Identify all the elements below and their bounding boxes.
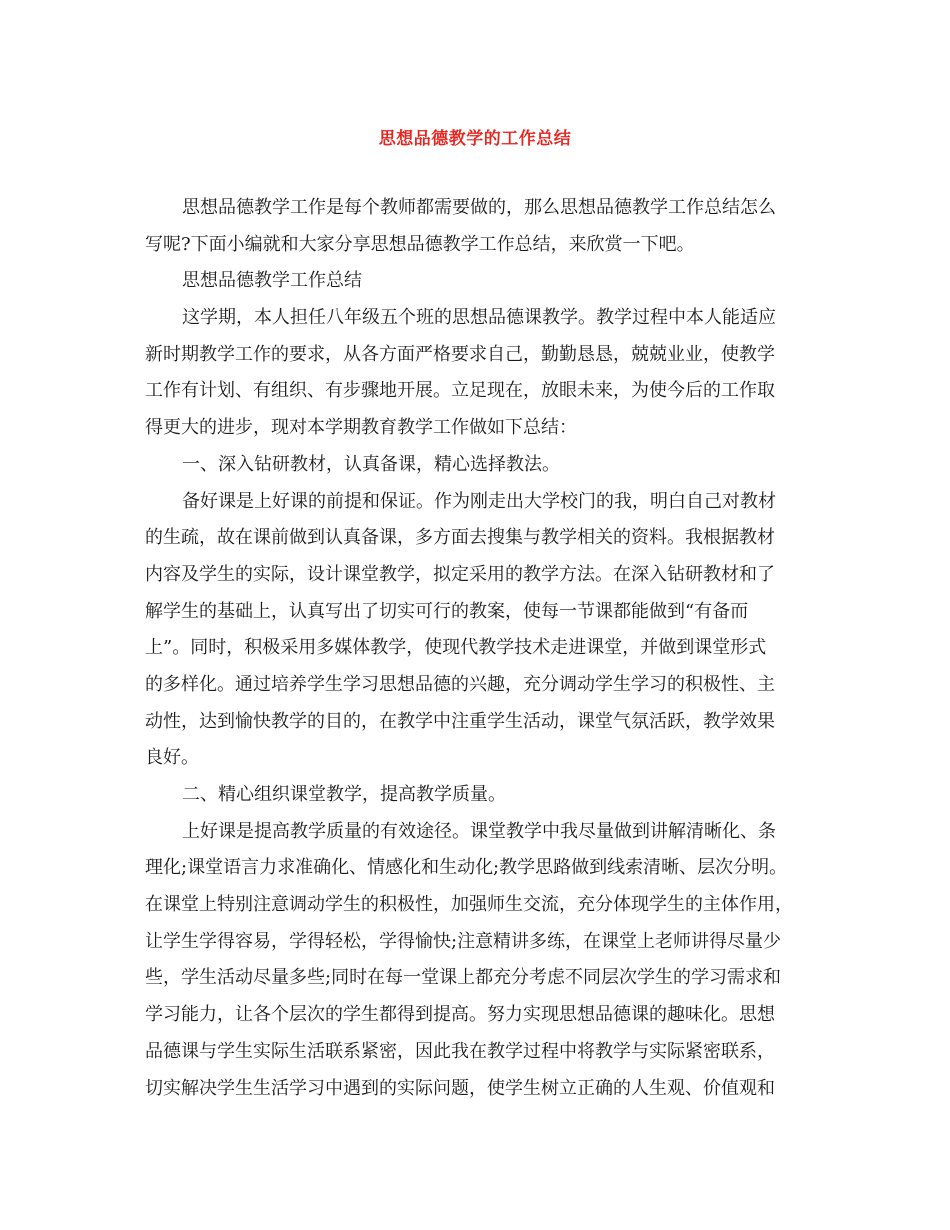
document-title: 思想品德教学的工作总结 xyxy=(378,129,572,149)
body-line: 得更大的进步，现对本学期教育教学工作做如下总结： xyxy=(145,417,577,439)
body-line: 上”。同时，积极采用多媒体教学，使现代教学技术走进课堂，并做到课堂形式 xyxy=(145,637,767,659)
body-line: 上好课是提高教学质量的有效途径。课堂教学中我尽量做到讲解清晰化、条 xyxy=(182,820,776,842)
body-line: 思想品德教学工作总结 xyxy=(182,270,362,292)
document-body xyxy=(145,190,805,1107)
body-line: 备好课是上好课的前提和保证。作为刚走出大学校门的我，明白自己对教材 xyxy=(182,490,776,512)
body-line: 品德课与学生实际生活联系紧密，因此我在教学过程中将教学与实际紧密联系， xyxy=(145,1040,775,1062)
body-line: 的生疏，故在课前做到认真备课，多方面去搜集与教学相关的资料。我根据教材 xyxy=(145,527,775,549)
body-line: 理化;课堂语言力求准确化、情感化和生动化;教学思路做到线索清晰、层次分明。 xyxy=(145,857,788,879)
body-line: 动性，达到愉快教学的目的，在教学中注重学生活动，课堂气氛活跃，教学效果 xyxy=(145,710,775,732)
body-line: 写呢?下面小编就和大家分享思想品德教学工作总结，来欣赏一下吧。 xyxy=(145,233,695,255)
body-line: 工作有计划、有组织、有步骤地开展。立足现在，放眼未来，为使今后的工作取 xyxy=(145,380,775,402)
body-line: 思想品德教学工作是每个教师都需要做的，那么思想品德教学工作总结怎么 xyxy=(182,197,776,218)
body-line: 在课堂上特别注意调动学生的积极性，加强师生交流，充分体现学生的主体作用， xyxy=(145,894,793,916)
body-line: 良好。 xyxy=(145,747,199,769)
body-line: 内容及学生的实际，设计课堂教学，拟定采用的教学方法。在深入钻研教材和了 xyxy=(145,563,775,585)
body-line: 二、精心组织课堂教学，提高教学质量。 xyxy=(182,784,506,805)
body-line: 的多样化。通过培养学生学习思想品德的兴趣，充分调动学生学习的积极性、主 xyxy=(145,673,775,695)
body-line: 新时期教学工作的要求，从各方面严格要求自己，勤勤恳恳，兢兢业业，使教学 xyxy=(145,343,775,365)
body-line: 一、深入钻研教材，认真备课，精心选择教法。 xyxy=(182,453,560,475)
body-line: 学习能力，让各个层次的学生都得到提高。努力实现思想品德课的趣味化。思想 xyxy=(145,1004,775,1026)
body-line: 让学生学得容易，学得轻松，学得愉快;注意精讲多练，在课堂上老师讲得尽量少 xyxy=(145,930,782,952)
body-line: 些，学生活动尽量多些;同时在每一堂课上都充分考虑不同层次学生的学习需求和 xyxy=(145,967,782,989)
body-line: 切实解决学生生活学习中遇到的实际问题，使学生树立正确的人生观、价值观和 xyxy=(145,1077,775,1099)
body-line: 解学生的基础上，认真写出了切实可行的教案，使每一节课都能做到“有备而 xyxy=(145,600,749,622)
body-line: 这学期，本人担任八年级五个班的思想品德课教学。教学过程中本人能适应 xyxy=(182,307,776,329)
